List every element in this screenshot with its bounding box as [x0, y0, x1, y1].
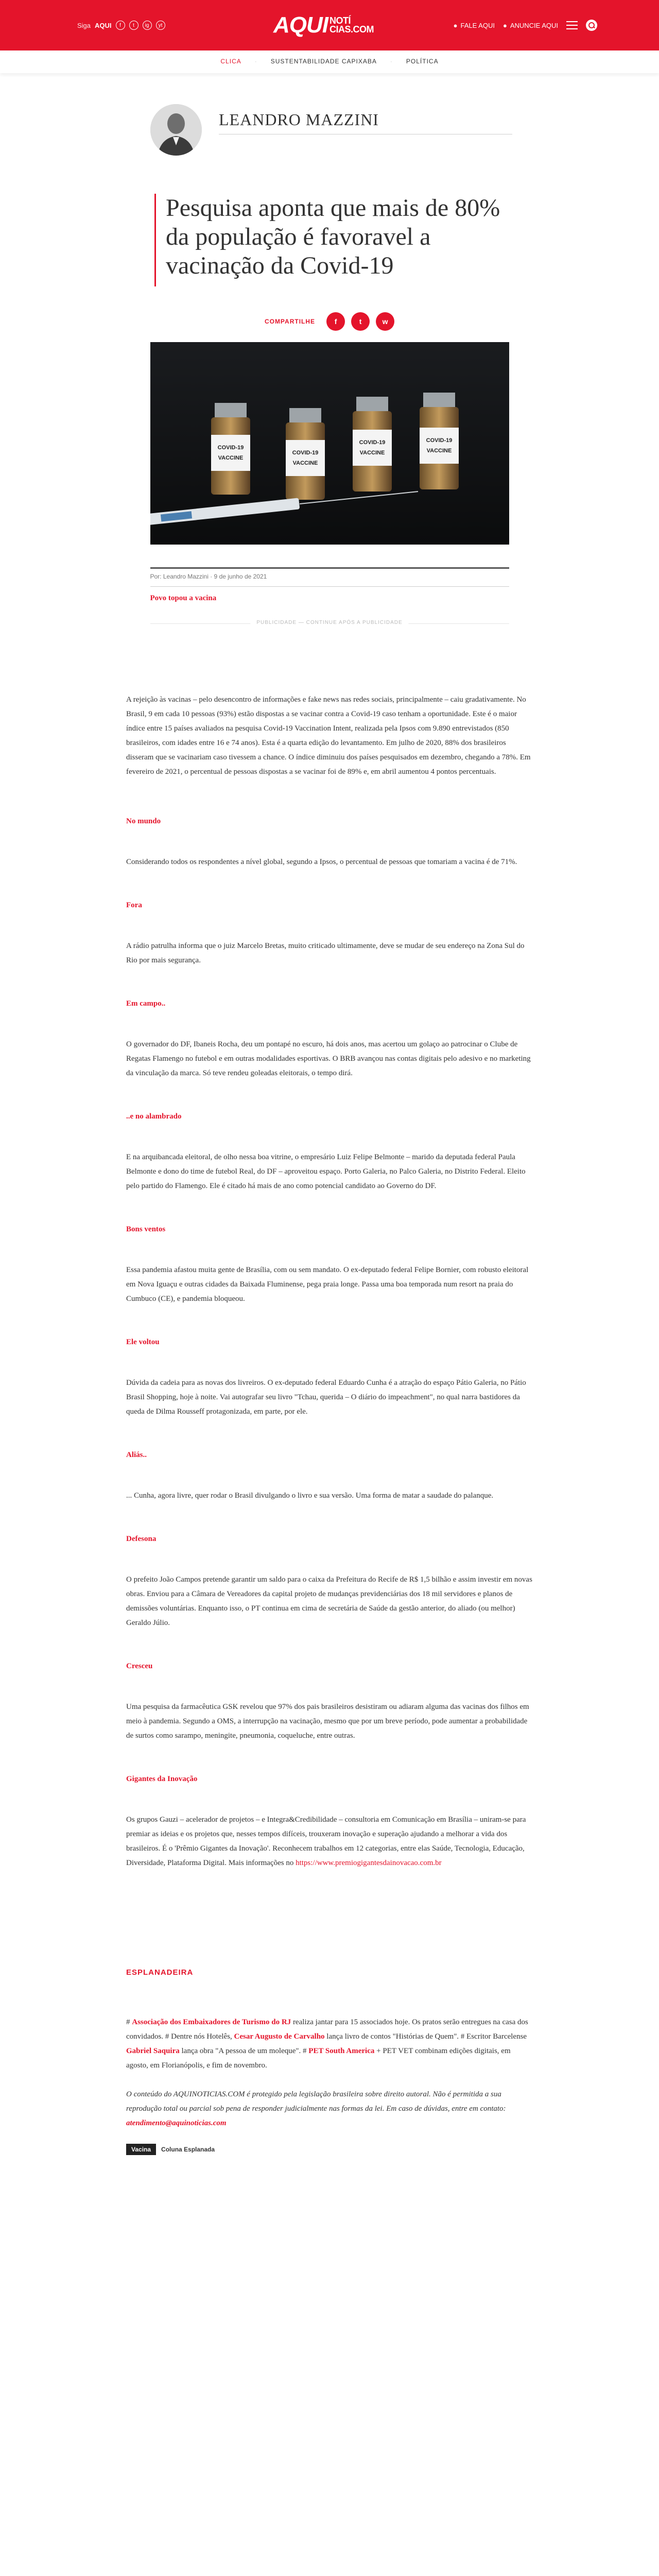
section-nav: [0, 54, 659, 69]
section-title: Defesona: [126, 1535, 157, 1543]
section-title: Fora: [126, 901, 142, 909]
svg-text:VACCINE: VACCINE: [292, 460, 318, 466]
credit-divider: [150, 586, 509, 587]
section-body: E na arquibancada eleitoral, de olho nessa boa vitrine, o empresário Luiz Felipe Belmonte – marido da deputada federal Paula Belmonte e dono do time de futebol Real, do DF – aproveitou espaço. Porto Galeria, no Palco Galeria, no Distrito Federal. Eleito pelo partido do Flamengo. Ele é citado há mais de ano como potencial candidato ao Governo do DF.: [126, 1153, 526, 1190]
prize-link[interactable]: https://www.premiogigantesdainovacao.com.br: [296, 1859, 442, 1867]
logo-main: AQUI: [273, 12, 328, 38]
section-body-text: Os grupos Gauzi – acelerador de projetos – e Integra&Credibilidade – consultoria em Comunicação em Brasília – uniram-se para premiar as ideias e os projetos que, nesses tempos difíceis, trouxeram inovação e superação ajudando a melhorar a vida dos brasileiros. É o 'Prêmio Gigantes da Inovação'. Reconhecem trabalhos em 12 categorias, entre elas Saúde, Tecnologia, Educação, Diversidade, Plataforma Digital. Mais informações no: [126, 1816, 526, 1867]
follow-us: [77, 21, 165, 30]
ad-separator: [150, 620, 509, 629]
nav-item-clica[interactable]: CLICA: [220, 58, 241, 65]
talk-label: FALE AQUI: [460, 21, 495, 29]
disclaimer-text: O conteúdo do AQUINOTICIAS.COM é protegido pela legislação brasileira sobre direito autoral. Não é permitida a sua reprodução total ou parcial sob pena de responder judicialmente nas formas da lei. Em caso de dúvidas, entre em contato:: [126, 2090, 506, 2113]
section-body: O prefeito João Campos pretende garantir um saldo para o caixa da Prefeitura do Recife de R$ 1,5 bilhão e assim investir em novas obras. Enviou para a Câmara de Vereadores da capital projeto de mudanças previdenciárias dos 18 mil servidores e planos de demissões voluntárias. Enquanto isso, o PT continua em cima de secretária de Saúde da gestão anterior, do aliado (ou melhor) Geraldo Júlio.: [126, 1575, 532, 1627]
author-block: [0, 73, 659, 149]
ad-label: PUBLICIDADE — CONTINUE APÓS A PUBLICIDADE: [250, 620, 408, 625]
esplanadeira-person-link[interactable]: Gabriel Saquira: [126, 2047, 180, 2055]
section-body: [126, 1812, 533, 1870]
svg-text:COVID-19: COVID-19: [359, 439, 385, 446]
section-body: A rádio patrulha informa que o juiz Marcelo Bretas, muito criticado ultimamente, deve se mudar de seu endereço na Zona Sul do Rio por mais segurança.: [126, 942, 525, 964]
share-twitter-button[interactable]: t: [351, 312, 370, 331]
section-title: Ele voltou: [126, 1338, 160, 1346]
section-title: No mundo: [126, 817, 161, 825]
nav-divider: [0, 69, 659, 73]
nav-item-politica[interactable]: POLÍTICA: [406, 58, 439, 65]
top-header: [0, 0, 659, 50]
logo-sub-1: NOTÍ: [330, 15, 351, 26]
headline-accent-bar: [154, 194, 156, 286]
svg-text:COVID-19: COVID-19: [426, 437, 452, 444]
vaccine-vial: [353, 397, 392, 492]
twitter-icon[interactable]: t: [129, 21, 138, 30]
svg-text:VACCINE: VACCINE: [359, 450, 385, 456]
article-photo: [150, 342, 509, 545]
instagram-icon[interactable]: ig: [143, 21, 152, 30]
menu-icon[interactable]: [566, 21, 578, 29]
note-text: lança obra "A pessoa de um moleque". #: [179, 2047, 309, 2055]
tag-coluna-esplanada[interactable]: Coluna Esplanada: [161, 2146, 215, 2153]
announce-link[interactable]: [503, 22, 558, 29]
photo-credit: Por: Leandro Mazzini · 9 de junho de 2021: [150, 573, 267, 580]
esplanadeira-org-link[interactable]: PET South America: [308, 2047, 375, 2055]
esplanadeira-notes: [126, 2015, 533, 2073]
nav-item-sustentabilidade[interactable]: SUSTENTABILIDADE CAPIXABA: [270, 58, 377, 65]
section-title: Bons ventos: [126, 1225, 166, 1233]
facebook-icon[interactable]: f: [116, 21, 125, 30]
nav-separator: ·: [390, 58, 393, 65]
note-text: lança livro de contos "Histórias de Quem". # Escritor Barcelense: [324, 2032, 527, 2041]
section-body: Considerando todos os respondentes a nível global, segundo a Ipsos, o percentual de pessoas que tomariam a vacina é de 71%.: [126, 858, 517, 866]
article-intro: A rejeição às vacinas – pelo desencontro de informações e fake news nas redes sociais, principalmente – caiu gradativamente. No Brasil, 9 em cada 10 pessoas (93%) estão dispostas a se vacinar contra a Covid-19 caso tenham a oportunidade. Este é o maior índice entre 15 países avaliados na pesquisa Covid-19 Vaccination Intent, realizada pela Ipsos com 9.890 entrevistados (850 brasileiros, com idades entre 16 e 74 anos). Esta é a quarta edição do levantamento. Em julho de 2020, 88% dos brasileiros disseram que se vacinariam caso tivessem a chance. O índice diminuiu dos países pesquisados em dezembro, chegando a 78%. Em fevereiro de 2021, o percentual de pessoas dispostas a se vacinar foi de 89% e, em abril aumentou 4 pontos percentuais.: [126, 696, 531, 776]
section-body: Uma pesquisa da farmacêutica GSK revelou que 97% dos pais brasileiros desistiram ou adiaram alguma das vacinas dos filhos em meio à pandemia. Segundo a OMS, a interrupção na vacinação, mesmo que por um breve período, pode aumentar a probabilidade de surtos como sarampo, meningite, pneumonia, coqueluche, entre outras.: [126, 1703, 529, 1740]
tag-vacina[interactable]: Vacina: [126, 2144, 156, 2155]
logo-sub: [330, 16, 374, 34]
section-title: ..e no alambrado: [126, 1112, 182, 1121]
youtube-icon[interactable]: yt: [156, 21, 165, 30]
svg-text:VACCINE: VACCINE: [218, 455, 243, 461]
follow-brand: AQUI: [95, 21, 112, 29]
section-body: O governador do DF, Ibaneis Rocha, deu um pontapé no escuro, há dois anos, mas acertou um golaço ao patrocinar o Clube de Regatas Flamengo no futebol e em outras modalidades esportivas. O BRB avançou nas contas digitais pelo adesivo e no marketing da vinculação da marca. Só teve rendeu goleadas eleitorais, o tempo dirá.: [126, 1040, 531, 1077]
section-title: Aliás..: [126, 1451, 147, 1459]
share-label: COMPARTILHE: [264, 318, 316, 325]
vaccine-vial: [286, 408, 325, 500]
note-text: realiza jantar para 15 associados hoje. Os pratos serão entregues na casa dos convidados. # Dentre nós Hotelês,: [126, 2018, 528, 2041]
vial-label: COVID-19: [217, 445, 244, 451]
note-marker: #: [126, 2018, 130, 2026]
contact-email-link[interactable]: atendimento@aquinoticias.com: [126, 2119, 227, 2127]
share-bar: [0, 312, 659, 331]
logo-sub-2: CIAS.COM: [330, 24, 374, 35]
share-whatsapp-button[interactable]: w: [376, 312, 394, 331]
section-title: Gigantes da Inovação: [126, 1775, 198, 1783]
follow-label: Siga: [77, 21, 91, 29]
site-logo[interactable]: [273, 13, 386, 37]
talk-link[interactable]: [454, 22, 495, 29]
section-body: Essa pandemia afastou muita gente de Brasília, com ou sem mandato. O ex-deputado federal Felipe Bornier, com robusto eleitoral em Nova Iguaçu e outras cidades da Baixada Fluminense, pega praia longe. Passa uma boa temporada num resort na praia do Cumbuco (CE), e pandemia bloqueou.: [126, 1266, 529, 1303]
credit-rule: [150, 567, 509, 569]
announce-icon: ●: [502, 21, 507, 29]
talk-icon: ●: [453, 21, 458, 29]
search-icon[interactable]: [586, 20, 597, 31]
esplanadeira-org-link[interactable]: Associação dos Embaixadores de Turismo do RJ: [132, 2018, 291, 2026]
header-actions: [454, 20, 597, 31]
vaccine-vial: [211, 403, 250, 495]
note-text: + PET VET combinam edições digitais, em agosto, em Florianópolis, e fim de novembro.: [126, 2047, 511, 2070]
article-kicker: Povo topou a vacina: [150, 594, 217, 602]
svg-text:VACCINE: VACCINE: [426, 448, 452, 454]
headline: [0, 194, 659, 286]
announce-label: ANUNCIE AQUI: [510, 21, 558, 29]
section-title: Em campo..: [126, 999, 166, 1008]
esplanadeira-title: ESPLANADEIRA: [126, 1968, 194, 1977]
share-facebook-button[interactable]: f: [326, 312, 345, 331]
section-body: Dúvida da cadeia para as novas dos livreiros. O ex-deputado federal Eduardo Cunha é a atração do espaço Pátio Galeria, no Pátio Brasil Shopping, hoje à noite. Vai autografar seu livro "Tchau, querida – O diário do impeachment", no qual narra bastidores da queda de Dilma Rousseff protagonizada, em parte, por ele.: [126, 1379, 526, 1416]
author-name[interactable]: LEANDRO MAZZINI: [219, 110, 379, 129]
article-body: [126, 692, 533, 2155]
copyright-disclaimer: [126, 2087, 533, 2130]
section-body: ... Cunha, agora livre, quer rodar o Brasil divulgando o livro e sua versão. Uma forma de matar a saudade do palanque.: [126, 1492, 494, 1500]
svg-text:COVID-19: COVID-19: [292, 450, 318, 456]
author-avatar[interactable]: [150, 104, 202, 156]
section-title: Cresceu: [126, 1662, 153, 1670]
nav-separator: ·: [254, 58, 257, 65]
article-title: Pesquisa aponta que mais de 80% da população é favoravel a vacinação da Covid-19: [166, 194, 500, 279]
vaccine-vial: [420, 393, 459, 489]
esplanadeira-person-link[interactable]: Cesar Augusto de Carvalho: [234, 2032, 325, 2041]
tag-list: [126, 2144, 533, 2155]
